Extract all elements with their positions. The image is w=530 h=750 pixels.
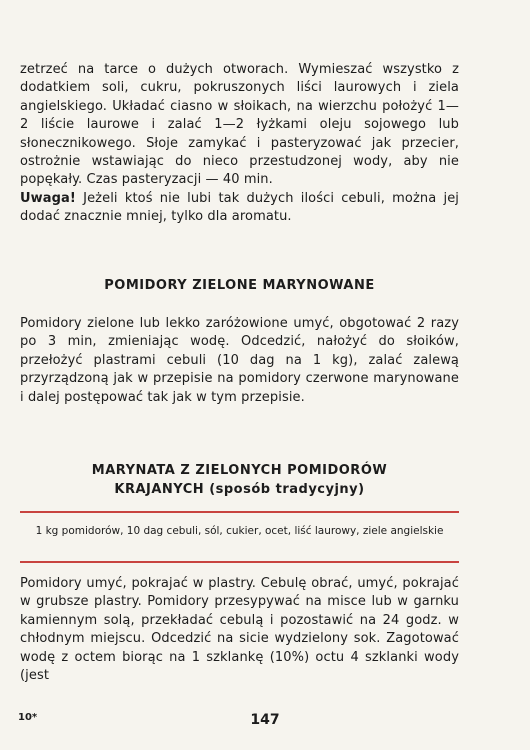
paragraph-continuation	[20, 61, 459, 227]
signature-mark: 10*	[18, 712, 38, 723]
warning-label: Uwaga!	[20, 190, 76, 206]
page-number: 147	[250, 712, 280, 728]
warning-text: Jeżeli ktoś nie lubi tak dużych ilości cebuli, można jej dodać znacznie mniej, tylko dla aromatu.	[20, 190, 459, 225]
paragraph-text: zetrzeć na tarce o dużych otworach. Wymieszać wszystko z dodatkiem soli, cukru, pokruszonych liści laurowych i ziela angielskiego. Układać ciasno w słoikach, na wierzchu położyć 1—2 liście laurowe i zalać 1—2 łyżkami oleju sojowego lub słonecznikowego. Słoje zamykać i pasteryzować jak przecier, ostrożnie wstawiając do nieco przestudzonej wody, aby nie popękały. Czas pasteryzacji — 40 min.	[20, 62, 459, 188]
ingredients-top-rule	[20, 511, 459, 513]
ingredients-bottom-rule	[20, 561, 459, 563]
recipe-title-green-tomatoes: POMIDORY ZIELONE MARYNOWANE	[104, 278, 375, 293]
recipe-title-marinade	[20, 462, 459, 499]
recipe-body-green-tomatoes: Pomidory zielone lub lekko zaróżowione umyć, obgotować 2 razy po 3 min, zmieniając wodę. Odcedzić, nałożyć do słoików, przełożyć plastrami cebuli (10 dag na 1 kg), zalać zalewą przyrządzoną jak w przepisie na pomidory czerwone marynowane i dalej postępować tak jak w tym przepisie.	[20, 316, 459, 405]
recipe-title-line-2: KRAJANYCH (sposób tradycyjny)	[114, 481, 365, 497]
recipe-title-line-1: MARYNATA Z ZIELONYCH POMIDORÓW	[91, 463, 388, 478]
recipe-body-marinade: Pomidory umyć, pokrajać w plastry. Cebulę obrać, umyć, pokrajać w grubsze plastry. Pomidory przesypywać na misce lub w garnku kamiennym solą, przekładać cebulą i pozostawić na 24 godz. w chłodnym miejscu. Odcedzić na sicie wydzielony sok. Zagotować wodę z octem biorąc na 1 szklankę (10%) octu 4 szklanki wody (jest	[20, 576, 459, 684]
ingredients-list: 1 kg pomidorów, 10 dag cebuli, sól, cukier, ocet, liść laurowy, ziele angielskie	[35, 525, 444, 537]
